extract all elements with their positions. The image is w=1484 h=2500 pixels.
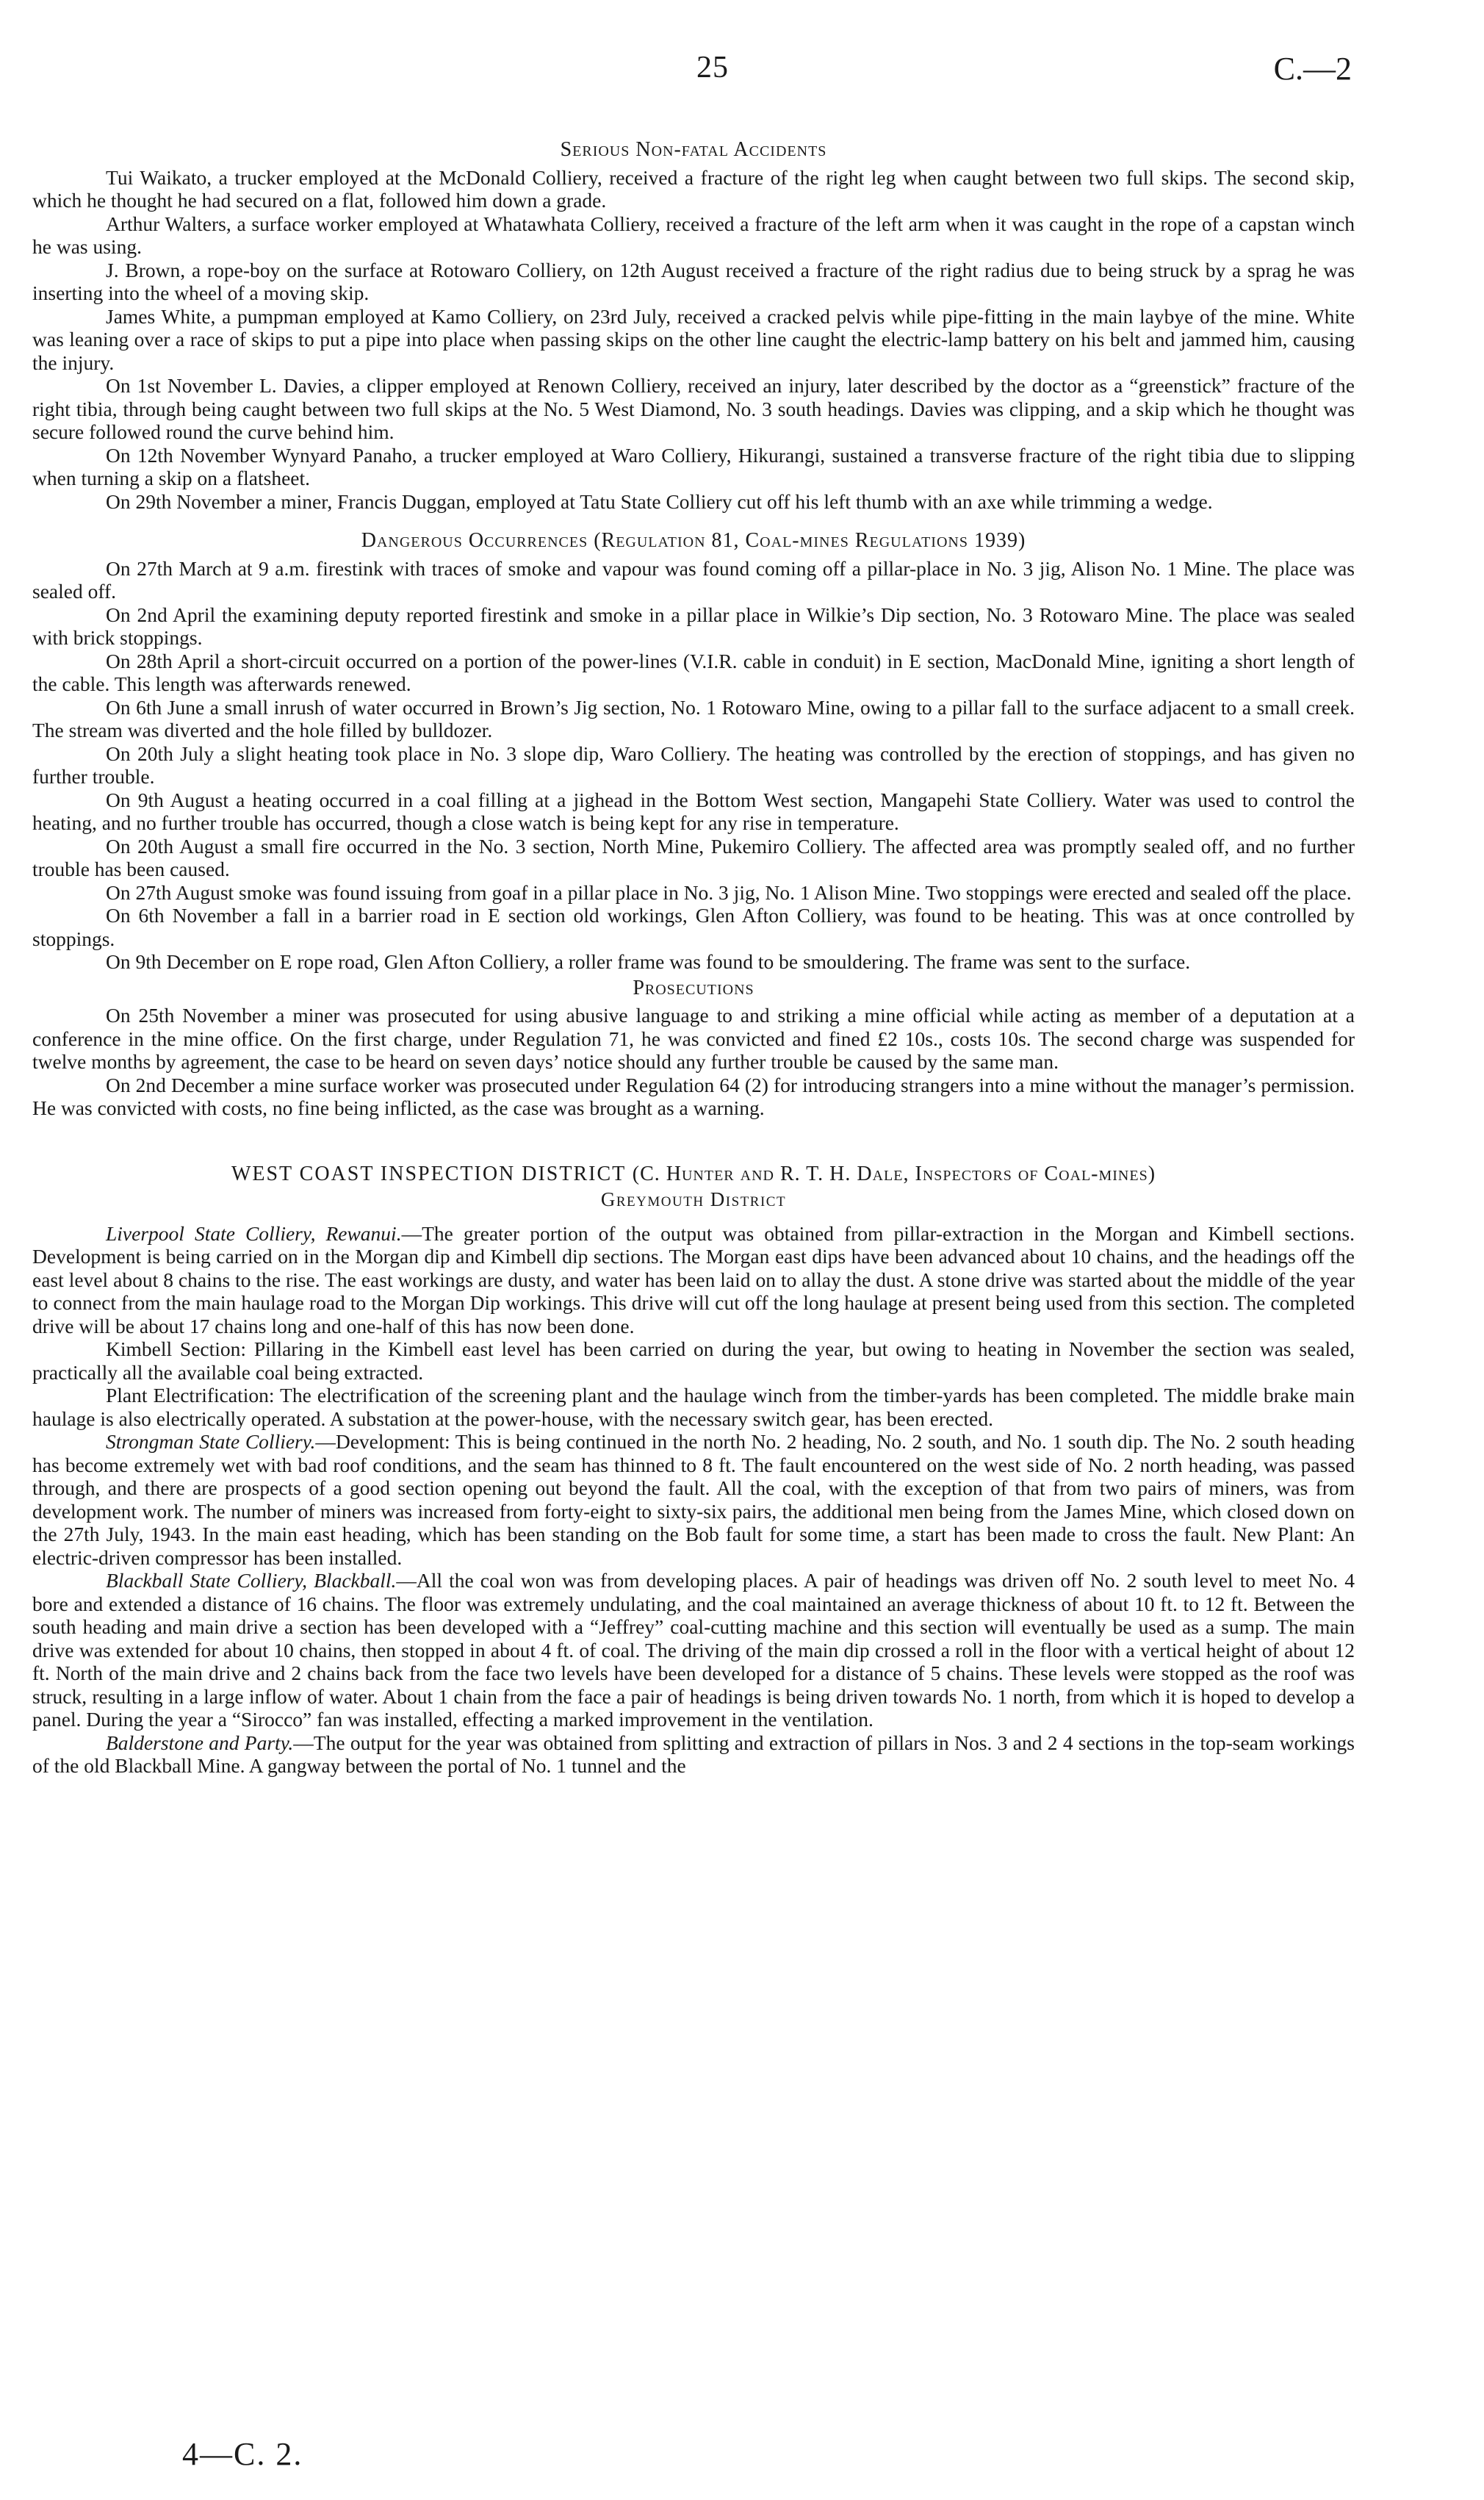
- district-title: WEST COAST INSPECTION DISTRICT: [231, 1162, 626, 1185]
- paragraph: J. Brown, a rope-boy on the surface at Rotowaro Colliery, on 12th August received a fracture of the right radius due to being struck by a sprag he was inserting into the wheel of a moving skip.: [32, 258, 1355, 304]
- colliery-text: Kimbell Section: Pillaring in the Kimbell east level has been carried on during the year, but owing to heating in November the section was sealed, practically all the available coal being extracted.: [32, 1337, 1355, 1384]
- colliery-text: —The output for the year was obtained from splitting and extraction of pillars in Nos. 3 and 2 4 sections in the top-seam workings of the old Blackball Mine. A gangway between the portal of No. 1 tunnel and the: [32, 1731, 1355, 1777]
- paragraph: On 6th November a fall in a barrier road in E section old workings, Glen Afton Colliery, was found to be heating. This was at once controlled by stoppings.: [32, 904, 1355, 950]
- section-title-dangerous-occurrences: Dangerous Occurrences (Regulation 81, Coal-mines Regulations 1939): [361, 529, 1026, 552]
- colliery-paragraph: [32, 1430, 1355, 1569]
- paragraph: On 27th August smoke was found issuing from goaf in a pillar place in No. 3 jig, No. 1 Alison Mine. Two stoppings were erected and sealed off the place.: [106, 880, 1352, 904]
- colliery-text: —All the coal won was from developing places. A pair of headings was driven off No. 2 south level to meet No. 4 bore and extended a distance of 16 chains. The floor was extremely undulating, and the coal maintained an average thickness of about 10 ft. to 12 ft. Between the south heading and main drive a section has been developed with a “Jeffrey” coal-cutting machine and this section will eventually be used as a sump. The main drive was extended for about 10 chains, then stopped in about 4 ft. of coal. The driving of the main dip crossed a roll in the floor with a vertical height of about 12 ft. North of the main drive and 2 chains back from the face two levels have been developed for a distance of 5 chains. These levels were stopped as the roof was struck, resulting in a large inflow of water. About 1 chain from the face a pair of headings is being driven towards No. 1 north, from which it is hoped to develop a panel. During the year a “Sirocco” fan was installed, effecting a marked improvement in the ventilation.: [32, 1569, 1355, 1731]
- section-title-serious-accidents: Serious Non-fatal Accidents: [560, 138, 827, 161]
- page-header: [73, 50, 1352, 94]
- colliery-text: —Development: This is being continued in the north No. 2 heading, No. 2 south, and No. 1 south dip. The No. 2 south heading has become extremely wet with bad roof conditions, and the seam has thinned to 8 ft. The fault encountered on the west side of No. 2 north heading, was passed through, and there are prospects of a good section opening out beyond the fault. All the coal, with the exception of that from two pairs of miners, was from development work. The number of miners was increased from forty-eight to sixty-six pairs, the additional men being from the James Mine, which closed down on the 27th July, 1943. In the main east heading, which has been standing on the Bob fault for some time, a start has been made to cross the fault. New Plant: An electric-driven compressor has been installed.: [32, 1430, 1355, 1569]
- colliery-paragraph: [32, 1384, 1355, 1430]
- paragraph: On 1st November L. Davies, a clipper employed at Renown Colliery, received an injury, later described by the doctor as a “greenstick” fracture of the right tibia, through being caught between two full skips at the No. 5 West Diamond, No. 3 south headings. Davies was clipping, and a skip which he thought was secure followed round the curve behind him.: [32, 374, 1355, 443]
- paragraph: On 20th July a slight heating took place in No. 3 slope dip, Waro Colliery. The heating was controlled by the erection of stoppings, and has given no further trouble.: [32, 741, 1355, 788]
- paragraph: On 12th November Wynyard Panaho, a trucker employed at Waro Colliery, Hikurangi, sustained a transverse fracture of the right tibia due to slipping when turning a skip on a flatsheet.: [32, 443, 1355, 489]
- colliery-name: Blackball State Colliery, Blackball.: [106, 1569, 397, 1592]
- colliery-paragraph: [32, 1731, 1355, 1778]
- paragraph: On 20th August a small fire occurred in the No. 3 section, North Mine, Pukemiro Colliery. The affected area was promptly sealed off, and no further trouble has been caused.: [32, 834, 1355, 880]
- paragraph: On 27th March at 9 a.m. firestink with traces of smoke and vapour was found coming off a pillar-place in No. 3 jig, Alison No. 1 Mine. The place was sealed off.: [32, 556, 1355, 603]
- paragraph: James White, a pumpman employed at Kamo Colliery, on 23rd July, received a cracked pelvis while pipe-fitting in the main laybye of the mine. White was leaning over a race of skips to put a pipe into place when passing skips on the other line caught the electric-lamp battery on his belt and jammed him, causing the injury.: [32, 304, 1355, 374]
- page-footer-signature: 4—C. 2.: [182, 2436, 303, 2472]
- paragraph: On 2nd April the examining deputy reported firestink and smoke in a pillar place in Wilkie’s Dip section, No. 3 Rotowaro Mine. The place was sealed with brick stoppings.: [32, 603, 1355, 649]
- colliery-paragraph: [32, 1222, 1355, 1338]
- colliery-paragraph: [32, 1569, 1355, 1731]
- colliery-name: Balderstone and Party.: [106, 1731, 294, 1754]
- section-title-prosecutions: Prosecutions: [633, 976, 754, 999]
- district-inspectors: (C. Hunter and R. T. H. Dale, Inspectors of Coal-mines): [632, 1162, 1156, 1185]
- paragraph: On 6th June a small inrush of water occurred in Brown’s Jig section, No. 1 Rotowaro Mine, owing to a pillar fall to the surface adjacent to a small creek. The stream was diverted and the hole filled by bulldozer.: [32, 695, 1355, 741]
- paragraph: On 25th November a miner was prosecuted for using abusive language to and striking a mine official while acting as member of a deputation at a conference in the mine office. On the first charge, under Regulation 71, he was convicted and fined £2 10s., costs 10s. The second charge was suspended for twelve months by agreement, the case to be heard on seven days’ notice should any further trouble be caused by the same man.: [32, 1004, 1355, 1073]
- paragraph: On 29th November a miner, Francis Duggan, employed at Tatu State Colliery cut off his left thumb with an axe while trimming a wedge.: [106, 489, 1213, 513]
- paragraph: Arthur Walters, a surface worker employed at Whatawhata Colliery, received a fracture of the left arm when it was caught in the rope of a capstan winch he was using.: [32, 212, 1355, 258]
- page-content: [32, 125, 1355, 1778]
- colliery-text: —The greater portion of the output was obtained from pillar-extraction in the Morgan and Kimbell sections. Development is being carried on in the Morgan dip and Kimbell dip sections. The Morgan east dips have been advanced about 10 chains, and the headings off the east level about 8 chains to the rise. The east workings are dusty, and water has been laid on to allay the dust. A stone drive was started about the middle of the year to connect from the main haulage road to the Morgan Dip workings. This drive will cut off the long haulage at present being used from this section. The completed drive will be about 17 chains long and one-half of this has now been done.: [32, 1221, 1355, 1337]
- paragraph: Tui Waikato, a trucker employed at the McDonald Colliery, received a fracture of the right leg when caught between two full skips. The second skip, which he thought he had secured on a flat, followed him down a grade.: [32, 165, 1355, 212]
- document-reference: C.—2: [1273, 51, 1352, 87]
- page-number: 25: [696, 51, 729, 85]
- paragraph: On 9th December on E rope road, Glen Afton Colliery, a roller frame was found to be smouldering. The frame was sent to the surface.: [106, 950, 1191, 973]
- colliery-name: Strongman State Colliery.: [106, 1430, 316, 1453]
- paragraph: On 28th April a short-circuit occurred on a portion of the power-lines (V.I.R. cable in conduit) in E section, MacDonald Mine, igniting a short length of the cable. This length was afterwards renewed.: [32, 649, 1355, 695]
- colliery-name: Liverpool State Colliery, Rewanui.: [106, 1221, 402, 1245]
- paragraph: On 2nd December a mine surface worker was prosecuted under Regulation 64 (2) for introducing strangers into a mine without the manager’s permission. He was convicted with costs, no fine being inflicted, as the case was brought as a warning.: [32, 1073, 1355, 1119]
- colliery-paragraph: [32, 1337, 1355, 1384]
- paragraph: On 9th August a heating occurred in a coal filling at a jighead in the Bottom West section, Mangapehi State Colliery. Water was used to control the heating, and no further trouble has occurred, though a close watch is being kept for any rise in temperature.: [32, 788, 1355, 834]
- district-heading: [32, 1163, 1355, 1186]
- subdistrict-title: Greymouth District: [600, 1188, 787, 1210]
- colliery-text: Plant Electrification: The electrification of the screening plant and the haulage winch from the timber-yards has been completed. The middle brake main haulage is also electrically operated. A substation at the power-house, with the necessary switch gear, has been erected.: [32, 1384, 1355, 1430]
